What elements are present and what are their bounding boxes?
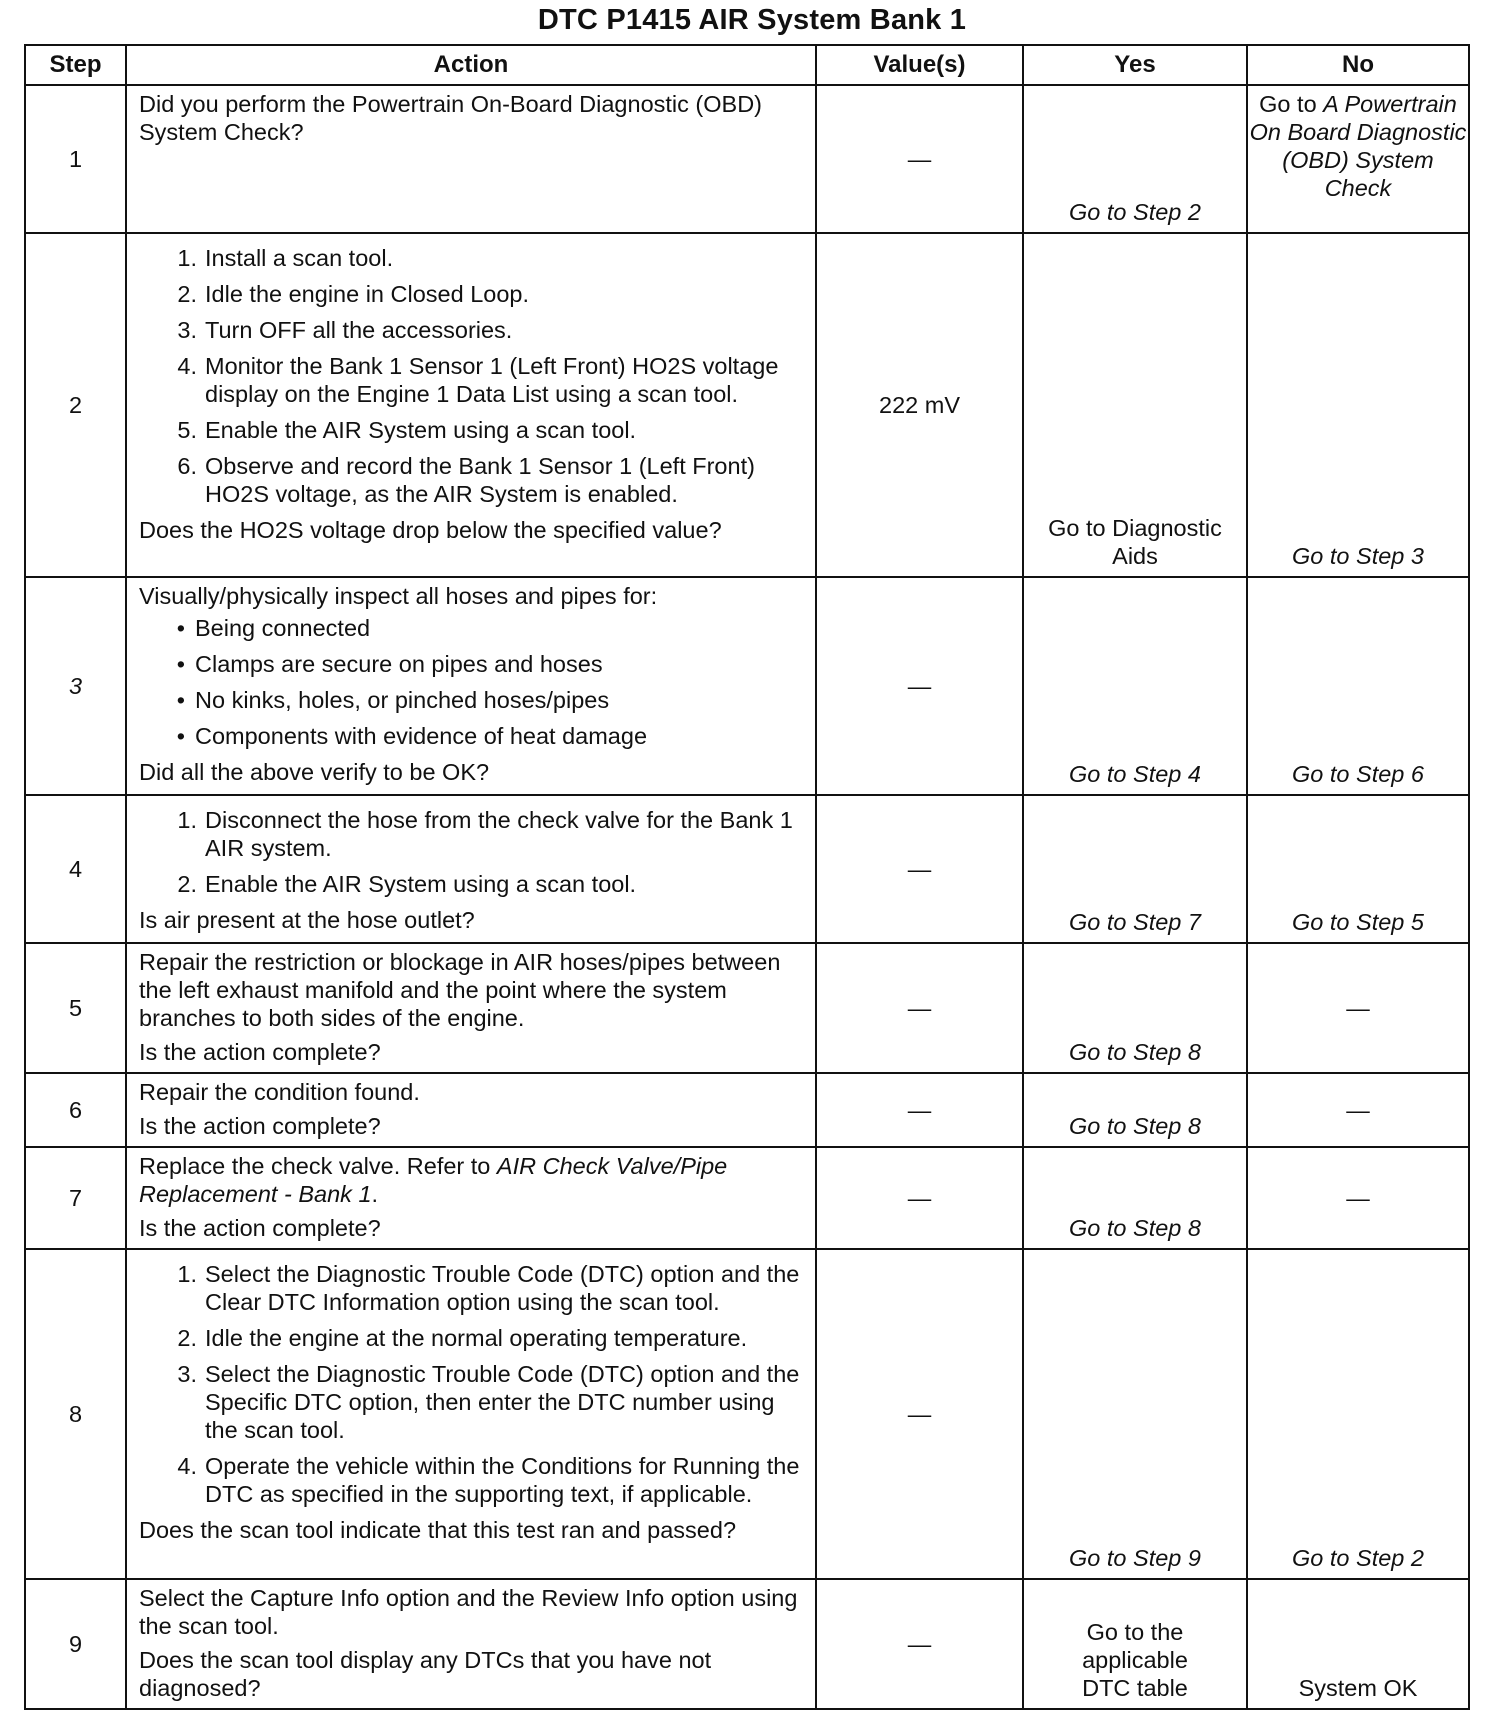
action-cell [126, 1073, 816, 1147]
list-item [139, 1360, 805, 1444]
list-item [139, 416, 805, 444]
action-question: Does the HO2S voltage drop below the specified value? [139, 517, 722, 543]
action-cell [126, 577, 816, 795]
item-number: 1. [177, 1261, 197, 1287]
action-bullets-list [139, 614, 805, 750]
diagnostic-table [24, 44, 1470, 1710]
no-cell: — [1247, 1147, 1469, 1249]
item-number: 2. [177, 281, 197, 307]
action-question: Is the action complete? [139, 1113, 381, 1139]
item-text: Idle the engine at the normal operating temperature. [205, 1325, 748, 1351]
action-cell [126, 943, 816, 1073]
no-link-text: A Powertrain On Board Diagnostic (OBD) System Check [1249, 91, 1467, 201]
step-number: 3 [25, 577, 126, 795]
no-cell: Go to Step 5 [1247, 795, 1469, 943]
action-text: Repair the restriction or blockage in AIR hoses/pipes between the left exhaust manifold and the point where the system branches to both sides of the engine. [139, 949, 781, 1031]
item-number: 4. [177, 1453, 197, 1479]
list-item [139, 1324, 805, 1352]
item-text: Operate the vehicle within the Conditions for Running the DTC as specified in the supporting text, if applicable. [205, 1453, 800, 1507]
table-header-row [25, 45, 1469, 85]
action-question: Does the scan tool indicate that this test ran and passed? [139, 1517, 737, 1543]
list-item [139, 244, 805, 272]
action-cell [126, 1249, 816, 1579]
step-number: 5 [25, 943, 126, 1073]
header-yes: Yes [1023, 45, 1247, 85]
header-values: Value(s) [816, 45, 1023, 85]
item-number: 3. [177, 1361, 197, 1387]
yes-cell: Go to the applicable DTC table [1023, 1579, 1247, 1709]
no-cell: — [1247, 943, 1469, 1073]
table-row [25, 85, 1469, 233]
no-prefix: Go to [1259, 91, 1324, 117]
item-number: 1. [177, 245, 197, 271]
item-text: Clamps are secure on pipes and hoses [195, 651, 603, 677]
yes-cell: Go to Step 8 [1023, 943, 1247, 1073]
action-question: Does the scan tool display any DTCs that you have not diagnosed? [139, 1647, 712, 1701]
yes-cell: Go to Step 2 [1023, 85, 1247, 233]
action-text: Did you perform the Powertrain On-Board Diagnostic (OBD) System Check? [139, 91, 762, 145]
item-text: Select the Diagnostic Trouble Code (DTC) option and the Specific DTC option, then enter the DTC number using the scan tool. [205, 1361, 800, 1443]
table-row [25, 1147, 1469, 1249]
action-cell [126, 1579, 816, 1709]
value-cell: — [816, 795, 1023, 943]
table-row [25, 233, 1469, 577]
table-row [25, 577, 1469, 795]
item-number: 5. [177, 417, 197, 443]
no-cell: System OK [1247, 1579, 1469, 1709]
item-number: 2. [177, 1325, 197, 1351]
step-number: 1 [25, 85, 126, 233]
list-item [139, 1452, 805, 1508]
page-title: DTC P1415 AIR System Bank 1 [537, 4, 967, 36]
list-item [139, 870, 805, 898]
table-row [25, 943, 1469, 1073]
value-cell: — [816, 577, 1023, 795]
item-text: Install a scan tool. [205, 245, 394, 271]
item-text: Components with evidence of heat damage [195, 723, 648, 749]
action-text-lead: Replace the check valve. Refer to [139, 1153, 497, 1179]
no-cell: Go to Step 2 [1247, 1249, 1469, 1579]
value-cell: — [816, 1579, 1023, 1709]
yes-cell: Go to Step 8 [1023, 1147, 1247, 1249]
yes-cell: Go to Step 8 [1023, 1073, 1247, 1147]
list-item [139, 1260, 805, 1316]
value-cell: — [816, 1249, 1023, 1579]
step-number: 9 [25, 1579, 126, 1709]
value-cell: — [816, 85, 1023, 233]
step-number: 7 [25, 1147, 126, 1249]
action-cell [126, 85, 816, 233]
list-item: • Being connected [176, 615, 371, 641]
action-text: Repair the condition found. [139, 1079, 420, 1105]
action-text-end: . [371, 1181, 379, 1207]
list-item: • Components with evidence of heat damage [176, 723, 648, 749]
value-cell: 222 mV [816, 233, 1023, 577]
action-text: Visually/physically inspect all hoses and pipes for: [139, 583, 658, 609]
action-question: Did all the above verify to be OK? [139, 759, 490, 785]
item-number: 3. [177, 317, 197, 343]
action-cell [126, 795, 816, 943]
step-number: 8 [25, 1249, 126, 1579]
item-text: Monitor the Bank 1 Sensor 1 (Left Front) HO2S voltage display on the Engine 1 Data List using a scan tool. [205, 353, 779, 407]
item-text: Observe and record the Bank 1 Sensor 1 (Left Front) HO2S voltage, as the AIR System is enabled. [205, 453, 755, 507]
step-number: 4 [25, 795, 126, 943]
no-cell [1247, 85, 1469, 233]
item-number: 4. [177, 353, 197, 379]
item-text: Turn OFF all the accessories. [205, 317, 513, 343]
yes-cell: Go to Diagnostic Aids [1023, 233, 1247, 577]
step-number: 6 [25, 1073, 126, 1147]
list-item [139, 352, 805, 408]
list-item [139, 806, 805, 862]
value-cell: — [816, 1073, 1023, 1147]
action-steps-list [139, 244, 805, 508]
list-item [139, 316, 805, 344]
item-number: 6. [177, 453, 197, 479]
action-text: Select the Capture Info option and the Review Info option using the scan tool. [139, 1585, 798, 1639]
table-row [25, 1579, 1469, 1709]
action-cell [126, 1147, 816, 1249]
action-question: Is the action complete? [139, 1215, 381, 1241]
action-steps-list [139, 1260, 805, 1508]
step-number: 2 [25, 233, 126, 577]
header-step: Step [25, 45, 126, 85]
action-steps-list [139, 806, 805, 898]
action-question: Is the action complete? [139, 1039, 381, 1065]
action-text [139, 1152, 805, 1208]
list-item [139, 280, 805, 308]
item-text: Being connected [195, 615, 371, 641]
list-item: • No kinks, holes, or pinched hoses/pipes [176, 687, 610, 713]
table-row [25, 1073, 1469, 1147]
item-text: Enable the AIR System using a scan tool. [205, 417, 637, 443]
yes-cell: Go to Step 4 [1023, 577, 1247, 795]
header-action: Action [126, 45, 816, 85]
no-cell: Go to Step 6 [1247, 577, 1469, 795]
list-item: • Clamps are secure on pipes and hoses [176, 651, 603, 677]
item-text: Enable the AIR System using a scan tool. [205, 871, 637, 897]
value-cell: — [816, 943, 1023, 1073]
action-question: Is air present at the hose outlet? [139, 907, 475, 933]
no-cell: — [1247, 1073, 1469, 1147]
item-number: 2. [177, 871, 197, 897]
yes-cell: Go to Step 7 [1023, 795, 1247, 943]
header-no: No [1247, 45, 1469, 85]
item-text: Select the Diagnostic Trouble Code (DTC) option and the Clear DTC Information option using the scan tool. [205, 1261, 800, 1315]
value-cell: — [816, 1147, 1023, 1249]
item-text: Disconnect the hose from the check valve for the Bank 1 AIR system. [205, 807, 793, 861]
item-number: 1. [177, 807, 197, 833]
list-item [139, 452, 805, 508]
item-text: No kinks, holes, or pinched hoses/pipes [195, 687, 610, 713]
no-cell: Go to Step 3 [1247, 233, 1469, 577]
table-row [25, 795, 1469, 943]
action-cell [126, 233, 816, 577]
reference-link-text: AIR Check Valve/Pipe Replacement - Bank 1 [139, 1153, 728, 1207]
yes-cell: Go to Step 9 [1023, 1249, 1247, 1579]
table-row [25, 1249, 1469, 1579]
item-text: Idle the engine in Closed Loop. [205, 281, 530, 307]
